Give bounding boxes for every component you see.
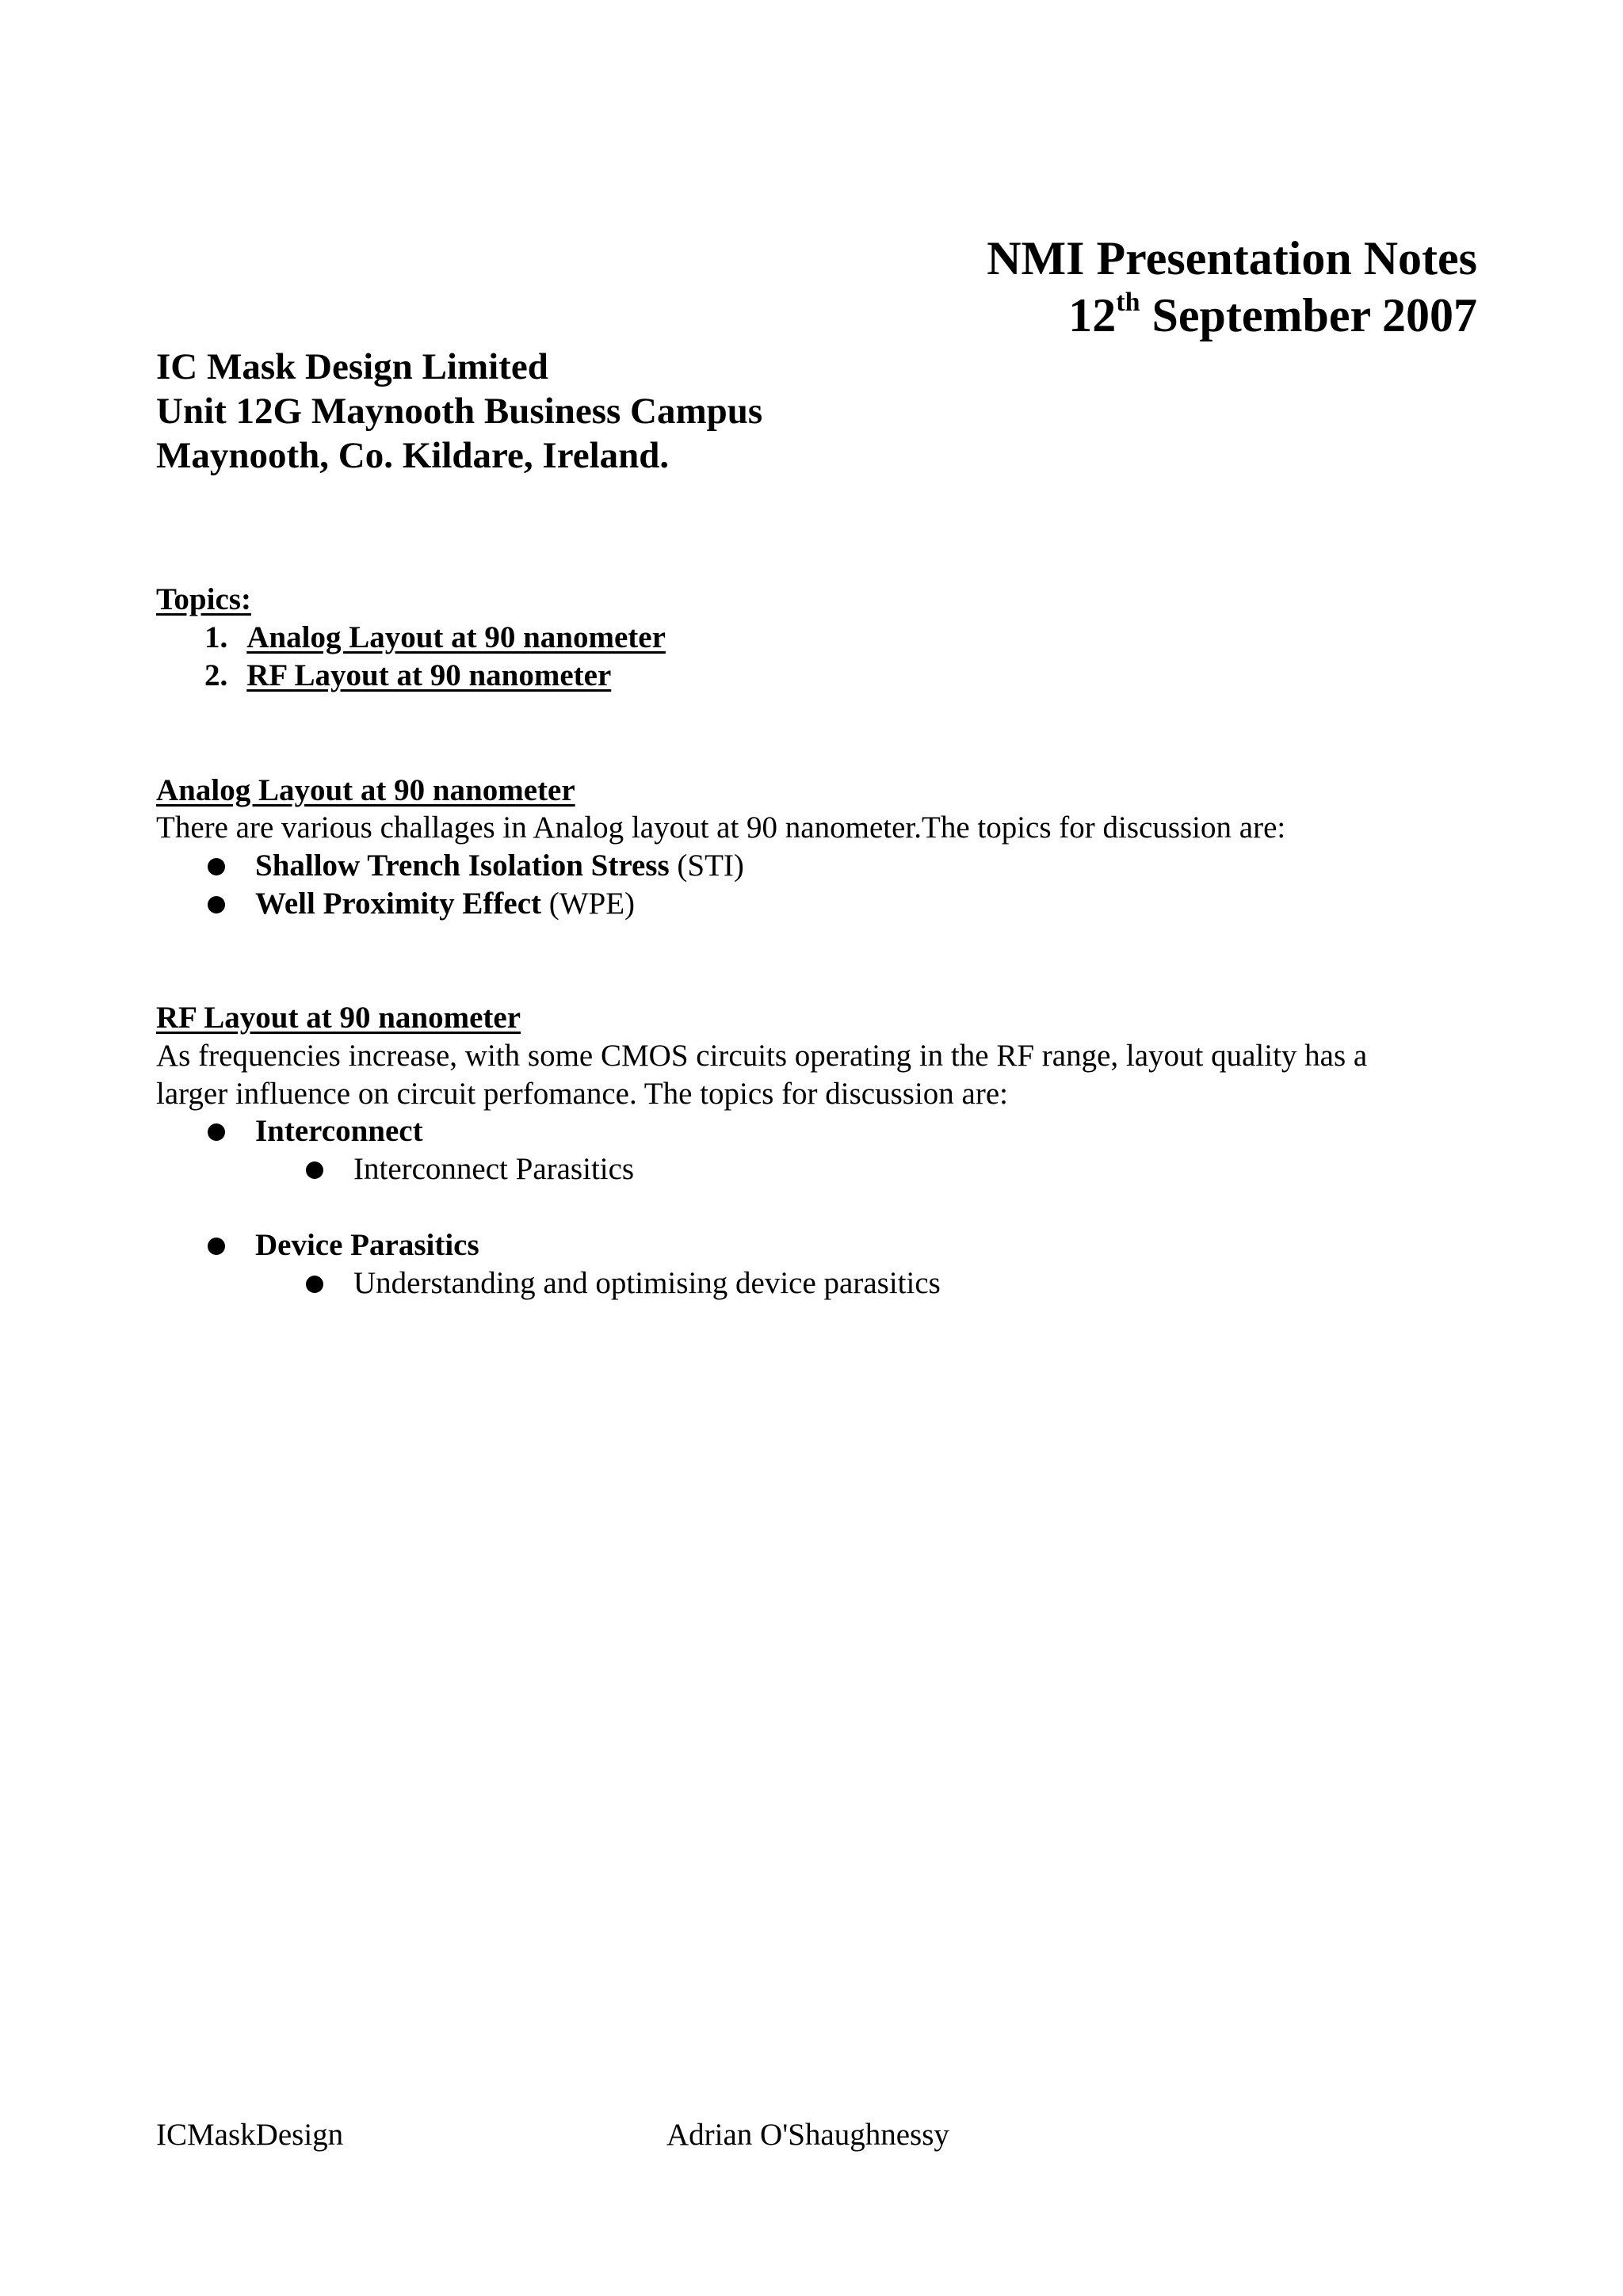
rf-intro-line: larger influence on circuit perfomance. The topics for discussion are: xyxy=(156,1077,1008,1111)
bullet-icon xyxy=(208,896,225,913)
company-address-line: Maynooth, Co. Kildare, Ireland. xyxy=(156,435,670,476)
topic-number: 1. xyxy=(204,620,228,654)
rf-sub-bullet-item: Interconnect Parasitics xyxy=(353,1152,635,1186)
footer-company: ICMaskDesign xyxy=(156,2118,344,2152)
document-date xyxy=(1068,288,1477,343)
topic-item xyxy=(204,658,611,693)
rf-section-heading: RF Layout at 90 nanometer xyxy=(156,1001,521,1035)
topic-label: RF Layout at 90 nanometer xyxy=(246,658,612,692)
rf-bullet-item: Device Parasitics xyxy=(255,1228,479,1262)
sub-bullet-icon xyxy=(306,1161,323,1179)
topics-heading: Topics: xyxy=(156,582,251,616)
bullet-icon xyxy=(208,1238,225,1255)
bullet-rest-text: (WPE) xyxy=(541,887,636,921)
date-rest: September 2007 xyxy=(1140,289,1477,341)
sub-bullet-icon xyxy=(306,1276,323,1293)
topic-number: 2. xyxy=(204,658,228,692)
topic-item xyxy=(204,620,666,655)
analog-section-heading: Analog Layout at 90 nanometer xyxy=(156,773,575,807)
company-name: IC Mask Design Limited xyxy=(156,346,548,387)
analog-bullet-item xyxy=(255,886,635,921)
bullet-rest-text: (STI) xyxy=(669,849,744,883)
bullet-bold-text: Shallow Trench Isolation Stress xyxy=(255,849,670,883)
analog-intro: There are various challages in Analog layout at 90 nanometer.The topics for discussion are: xyxy=(156,810,1286,845)
bullet-bold-text: Well Proximity Effect xyxy=(255,887,541,921)
rf-intro-line: As frequencies increase, with some CMOS circuits operating in the RF range, layout quality has a xyxy=(156,1039,1368,1073)
date-suffix: th xyxy=(1116,288,1140,317)
company-address-line: Unit 12G Maynooth Business Campus xyxy=(156,391,763,432)
date-day: 12 xyxy=(1068,289,1117,341)
analog-bullet-item xyxy=(255,848,744,883)
rf-bullet-item: Interconnect xyxy=(255,1114,423,1148)
bullet-icon xyxy=(208,858,225,875)
bullet-icon xyxy=(208,1123,225,1141)
topic-label: Analog Layout at 90 nanometer xyxy=(246,620,666,654)
document-title: NMI Presentation Notes xyxy=(987,232,1477,284)
footer-author: Adrian O'Shaughnessy xyxy=(666,2118,949,2152)
rf-sub-bullet-item: Understanding and optimising device parasitics xyxy=(353,1266,941,1300)
